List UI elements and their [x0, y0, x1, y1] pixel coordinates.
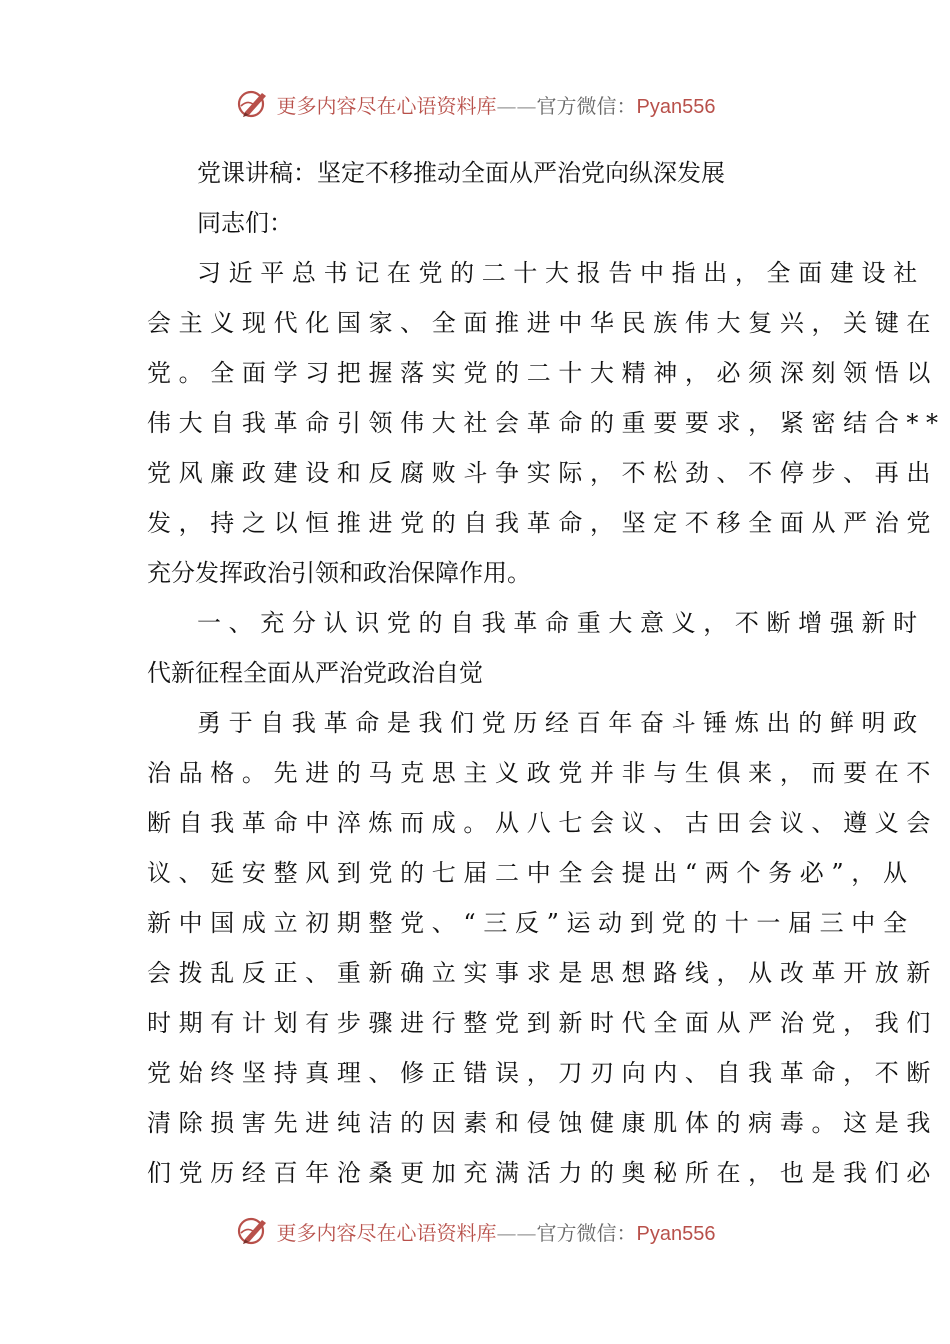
- document-greeting: 同志们：: [197, 209, 293, 237]
- text-line: 新 中 国 成 立 初 期 整 党 、 “ 三 反 ” 运 动 到 党 的 十 一 届 三 中 全: [147, 909, 907, 937]
- watermark-separator: ——: [496, 1220, 537, 1245]
- text-line: 勇 于 自 我 革 命 是 我 们 党 历 经 百 年 奋 斗 锤 炼 出 的 鲜 明 政: [197, 709, 918, 737]
- text-line: 一 、 充 分 认 识 党 的 自 我 革 命 重 大 意 义 ， 不 断 增 强 新 时: [197, 609, 918, 637]
- text-line: 清 除 损 害 先 进 纯 洁 的 因 素 和 侵 蚀 健 康 肌 体 的 病 毒 。 这 是 我: [147, 1109, 931, 1137]
- text-line: 伟 大 自 我 革 命 引 领 伟 大 社 会 革 命 的 重 要 要 求 ， 紧 密 结 合 * *: [147, 409, 939, 437]
- text-line: 时 期 有 计 划 有 步 骤 进 行 整 党 到 新 时 代 全 面 从 严 治 党 ， 我 们: [147, 1009, 931, 1037]
- paragraph-lines: [147, 248, 939, 1198]
- document-title: 党课讲稿：坚定不移推动全面从严治党向纵深发展: [197, 159, 725, 187]
- watermark-site: 更多内容尽在心语资料库: [276, 93, 497, 118]
- watermark-wechat-label: 官方微信：: [536, 1220, 637, 1245]
- text-line: 治 品 格 。 先 进 的 马 克 思 主 义 政 党 并 非 与 生 俱 来 ， 而 要 在 不: [147, 759, 931, 787]
- text-line: 党 风 廉 政 建 设 和 反 腐 败 斗 争 实 际 ， 不 松 劲 、 不 停 步 、 再 出: [147, 459, 931, 487]
- watermark-wechat-label: 官方微信：: [536, 93, 637, 118]
- text-line: 党 始 终 坚 持 真 理 、 修 正 错 误 ， 刀 刃 向 内 、 自 我 革 命 ， 不 断: [147, 1059, 931, 1087]
- text-line: 党 。 全 面 学 习 把 握 落 实 党 的 二 十 大 精 神 ， 必 须 深 刻 领 悟 以: [147, 359, 931, 387]
- text-line: 议 、 延 安 整 风 到 党 的 七 届 二 中 全 会 提 出 “ 两 个 务 必 ” ， 从: [147, 859, 907, 887]
- watermark-site: 更多内容尽在心语资料库: [276, 1220, 497, 1245]
- watermark-wechat-id: Pyan556: [636, 95, 716, 118]
- watermark-separator: ——: [496, 93, 537, 118]
- text-line: 会 主 义 现 代 化 国 家 、 全 面 推 进 中 华 民 族 伟 大 复 兴 ， 关 键 在: [147, 309, 931, 337]
- document-body: [147, 148, 939, 1198]
- text-line: 会 拨 乱 反 正 、 重 新 确 立 实 事 求 是 思 想 路 线 ， 从 改 革 开 放 新: [147, 959, 931, 987]
- text-line: 代新征程全面从严治党政治自觉: [147, 659, 483, 687]
- text-line: 断 自 我 革 命 中 淬 炼 而 成 。 从 八 七 会 议 、 古 田 会 议 、 遵 义 会: [147, 809, 931, 837]
- text-line: 充分发挥政治引领和政治保障作用。: [147, 559, 531, 587]
- watermark-text: [277, 1217, 716, 1246]
- text-line: 习 近 平 总 书 记 在 党 的 二 十 大 报 告 中 指 出 ， 全 面 建 设 社: [197, 259, 918, 287]
- pen-logo-icon: [235, 1213, 271, 1249]
- watermark-wechat-id: Pyan556: [636, 1222, 716, 1245]
- text-line: 发 ， 持 之 以 恒 推 进 党 的 自 我 革 命 ， 坚 定 不 移 全 面 从 严 治 党: [147, 509, 931, 537]
- footer-watermark: [0, 1211, 950, 1251]
- text-line: 们 党 历 经 百 年 沧 桑 更 加 充 满 活 力 的 奥 秘 所 在 ， 也 是 我 们 必: [147, 1159, 931, 1187]
- pen-logo-icon: [235, 86, 271, 122]
- watermark-text: [277, 90, 716, 119]
- header-watermark: [0, 84, 950, 124]
